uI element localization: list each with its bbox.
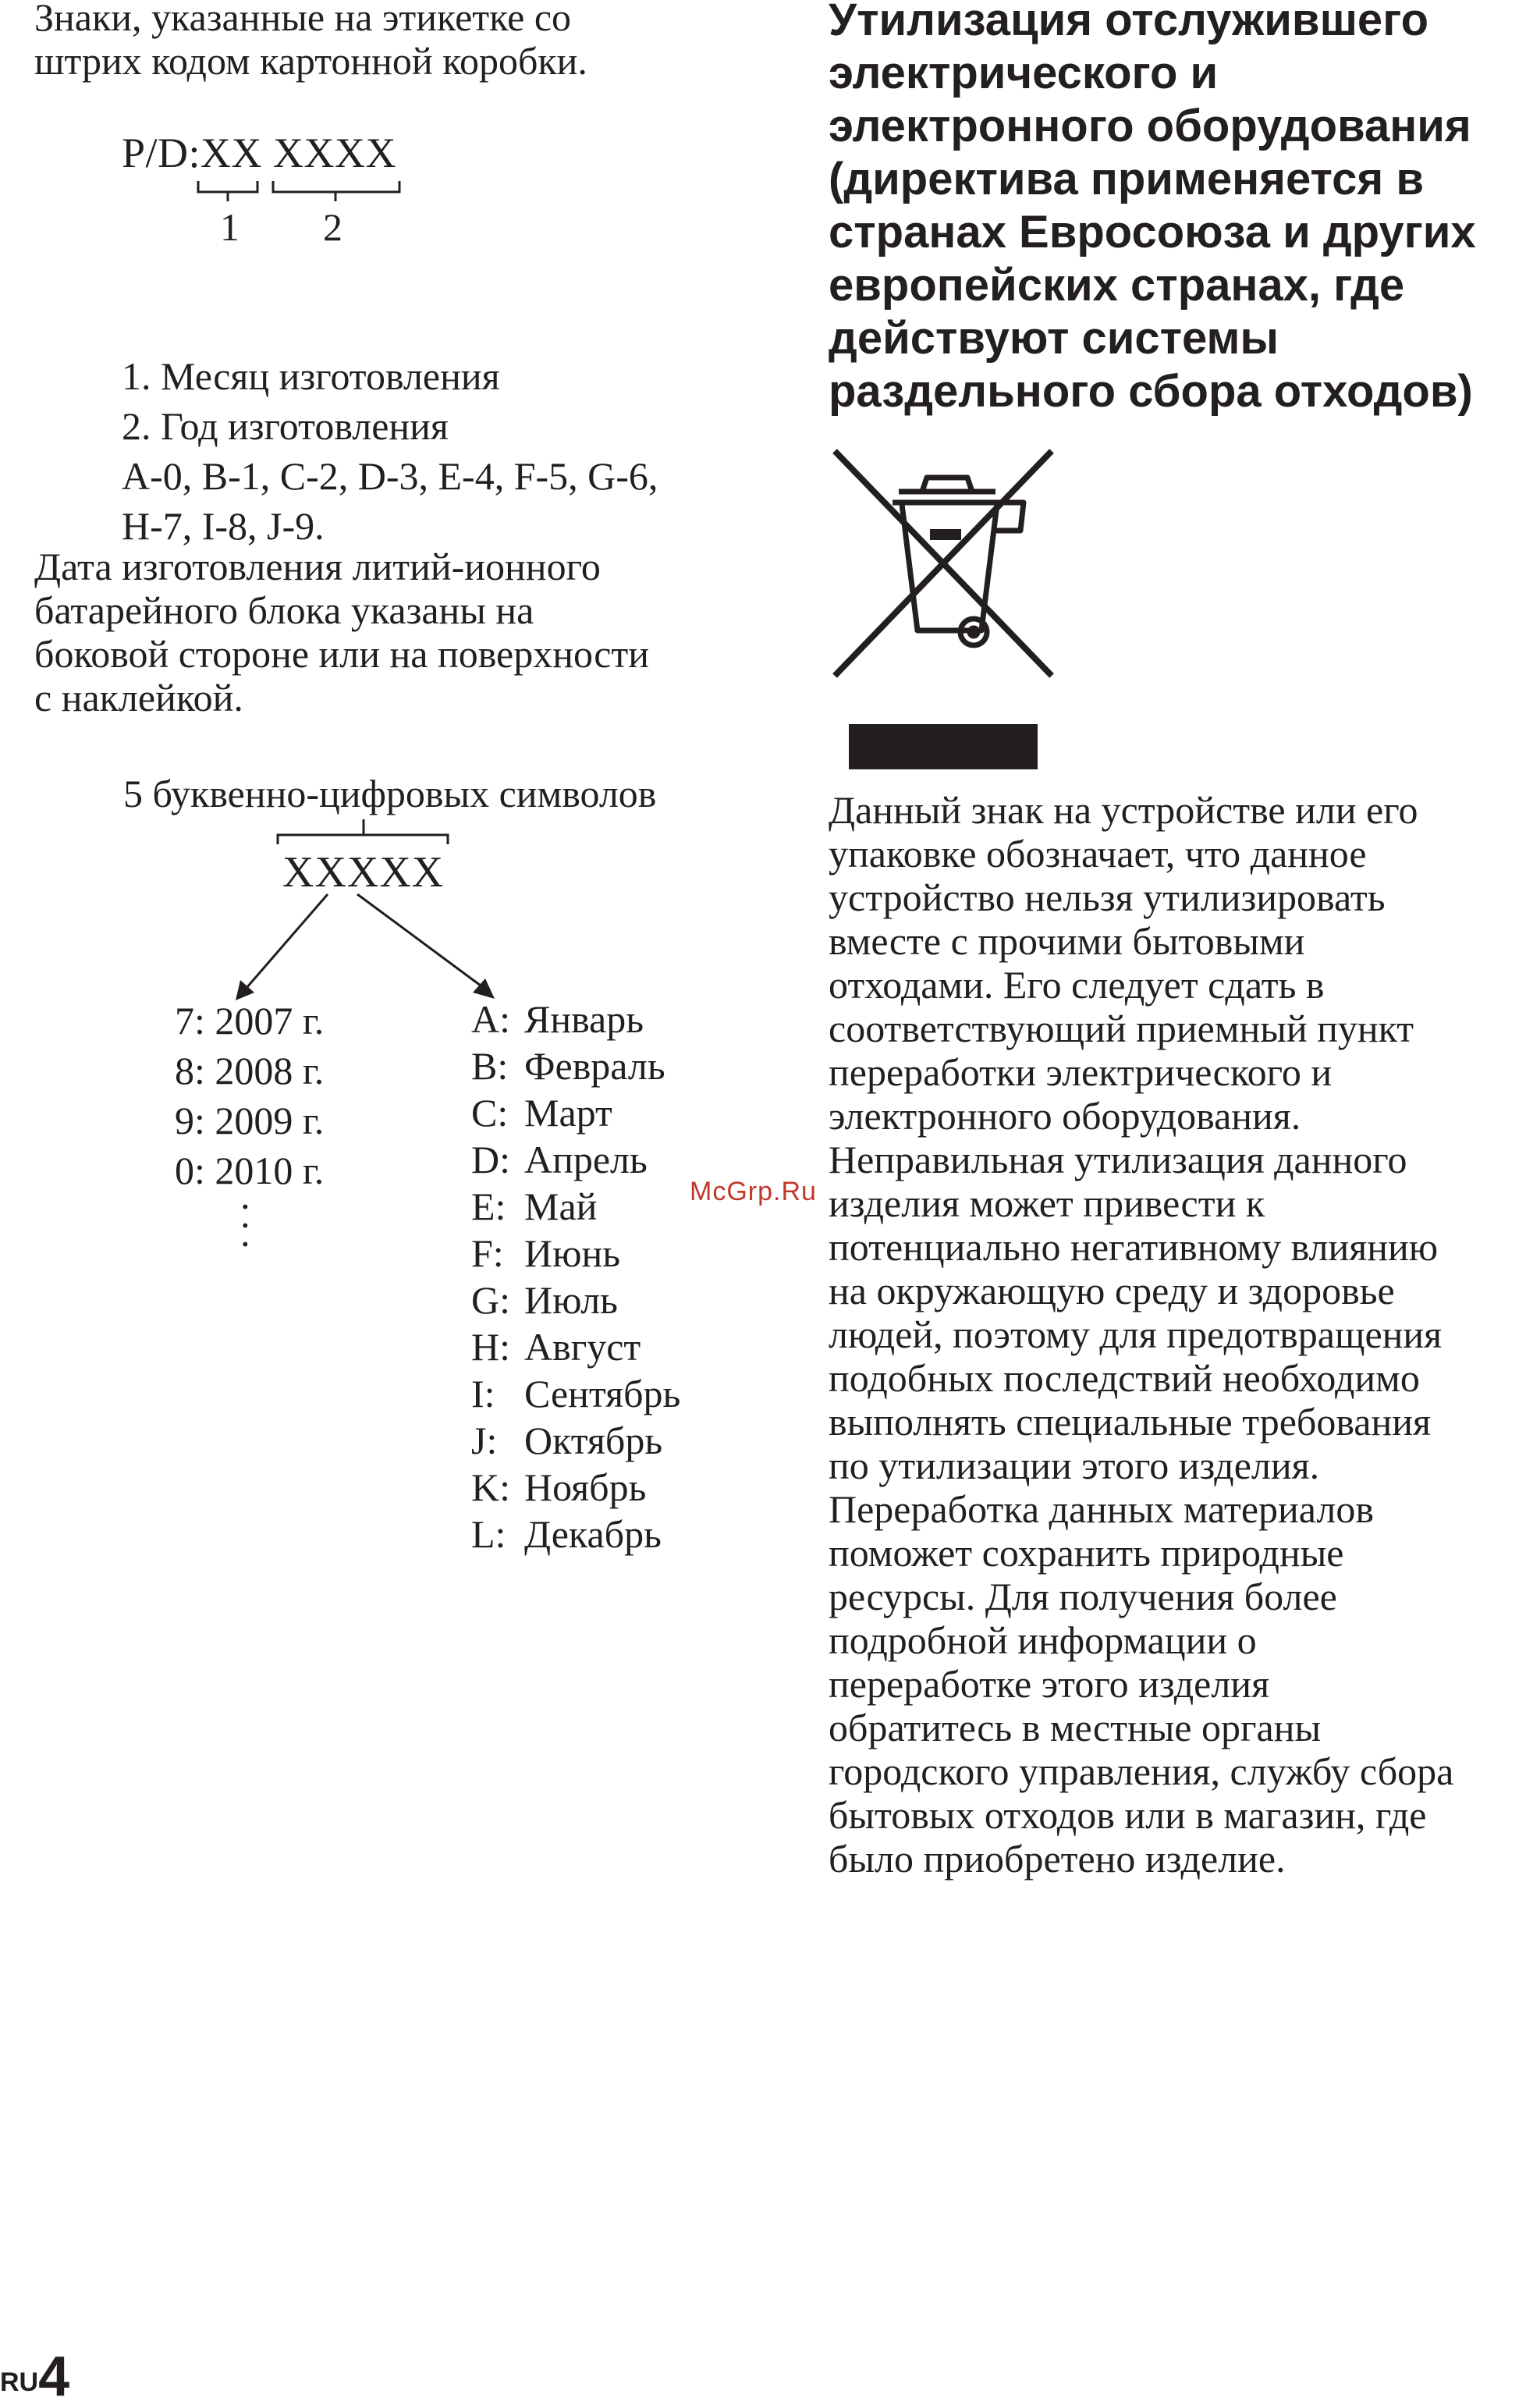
month-name: Ноябрь xyxy=(524,1465,647,1509)
arrow-line-month xyxy=(357,894,484,988)
legend-line: 2. Год изготовления xyxy=(122,404,449,448)
battery-date-note: Дата изготовления литий-ионного батарейного блока указаны на боковой стороне или на поверхности с наклейкой. xyxy=(34,545,650,719)
pd-marker-1: 1 xyxy=(220,205,240,249)
month-key: E: xyxy=(471,1184,506,1228)
month-key: I: xyxy=(471,1372,495,1415)
month-name: Апрель xyxy=(524,1138,648,1181)
month-key: B: xyxy=(471,1044,509,1088)
year-continuation-dots: · · · xyxy=(239,1184,252,1266)
month-key: L: xyxy=(471,1512,506,1556)
month-key: D: xyxy=(471,1138,510,1181)
crossed-out-wheelie-bin-icon xyxy=(829,445,1063,687)
month-key: J: xyxy=(471,1419,498,1462)
page-footer xyxy=(0,2346,70,2408)
bracket-month xyxy=(198,181,257,201)
bracket-alnum xyxy=(278,819,448,844)
section-heading: Утилизация отслужившего электрического и электронного оборудования (директива применяется в странах Евросоюза и других европейских странах, где действуют системы раздельного сбора отходов) xyxy=(829,0,1476,417)
month-key: F: xyxy=(471,1231,504,1275)
month-key: C: xyxy=(471,1091,509,1135)
pd-code-label: P/D:XX XXXX xyxy=(122,130,397,176)
month-name: Декабрь xyxy=(524,1512,662,1556)
month-name: Сентябрь xyxy=(524,1372,681,1415)
month-name: Январь xyxy=(524,997,644,1041)
year-item: 7: 2007 г. xyxy=(175,999,325,1042)
bracket-year xyxy=(273,181,399,201)
page-number: 4 xyxy=(38,2346,70,2408)
pd-marker-2: 2 xyxy=(323,205,342,249)
month-name: Октябрь xyxy=(524,1419,663,1462)
alnum-label: 5 буквенно-цифровых символов xyxy=(123,772,657,815)
month-name: Февраль xyxy=(524,1044,665,1088)
month-name: Июль xyxy=(524,1278,618,1322)
disposal-paragraph: Данный знак на устройстве или его упаковке обозначает, что данное устройство нельзя утилизировать вместе с прочими бытовыми отходами. Его следует сдать в соответствующий приемный пункт переработки электрического и электронного оборудования. Неправильная утилизация данного изделия может привести к потенциально негативному влиянию на окружающую среду и здоровье людей, поэтому для предотвращения подобных последствий необходимо выполнять специальные требования по утилизации этого изделия. Переработка данных материалов поможет сохранить природные ресурсы. Для получения более подробной информации о переработке этого изделия обратитесь в местные органы городского управления, службу сбора бытовых отходов или в магазин, где было приобретено изделие. xyxy=(829,788,1454,1881)
code-placeholder: XXXXX xyxy=(282,848,445,897)
month-name: Июнь xyxy=(524,1231,621,1275)
watermark: McGrp.Ru xyxy=(690,1177,817,1206)
month-name: Август xyxy=(524,1325,641,1369)
intro-text: Знаки, указанные на этикетке со штрих кодом картонной коробки. xyxy=(34,0,587,83)
year-item: 8: 2008 г. xyxy=(175,1049,325,1092)
language-code: RU xyxy=(0,2367,39,2397)
month-key: G: xyxy=(471,1278,510,1322)
legend-line: 1. Месяц изготовления xyxy=(122,354,500,398)
month-key: H: xyxy=(471,1325,510,1369)
legend-line: A-0, B-1, C-2, D-3, E-4, F-5, G-6, xyxy=(122,454,658,498)
month-key: A: xyxy=(471,997,510,1041)
month-name: Май xyxy=(524,1184,598,1228)
year-item: 9: 2009 г. xyxy=(175,1099,325,1142)
arrow-line-year xyxy=(247,894,328,988)
legend-line: H-7, I-8, J-9. xyxy=(122,504,325,548)
solid-bar-marking xyxy=(849,724,1038,769)
month-key: K: xyxy=(471,1465,510,1509)
month-name: Март xyxy=(524,1091,612,1135)
year-item: 0: 2010 г. xyxy=(175,1149,325,1192)
